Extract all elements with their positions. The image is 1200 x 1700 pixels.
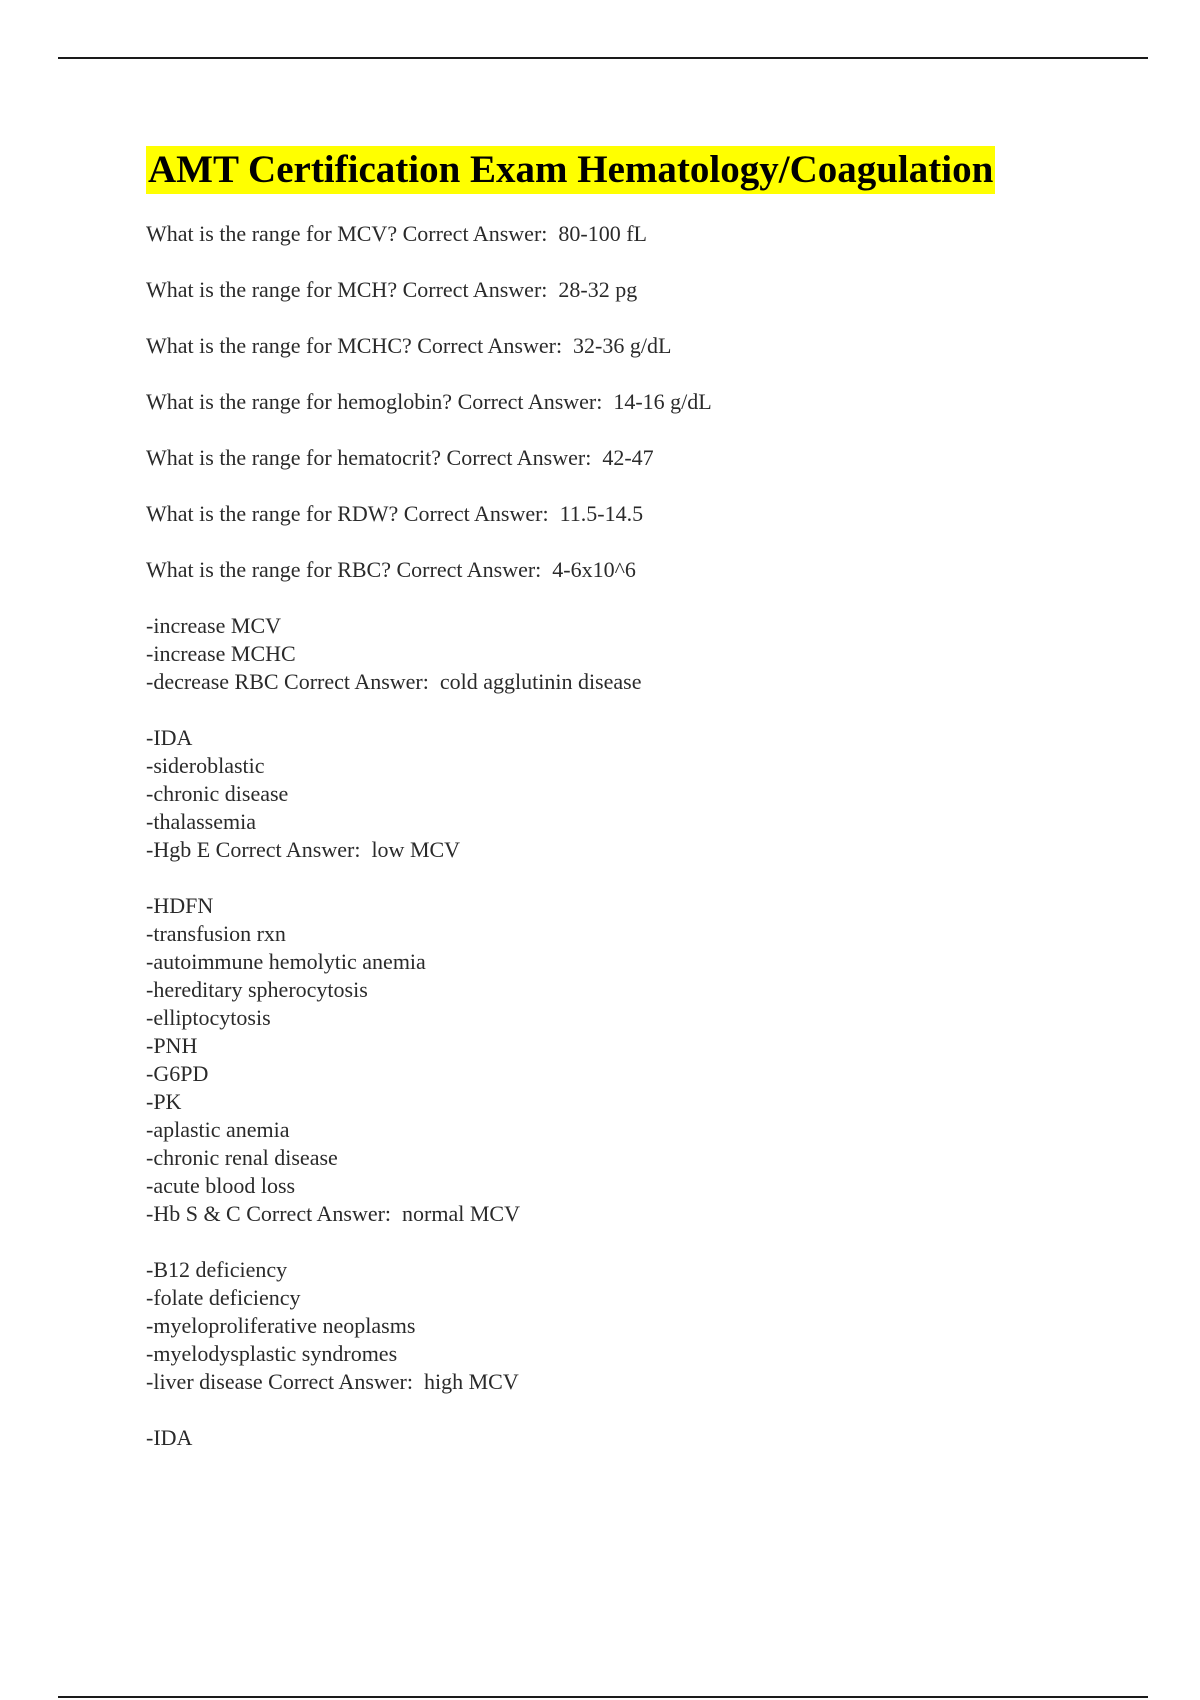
text-line: -IDA xyxy=(146,1425,193,1450)
qa-block xyxy=(146,1424,1146,1452)
qa-block xyxy=(146,220,1146,248)
text-line: -myeloproliferative neoplasms xyxy=(146,1313,416,1338)
text-line: -Hb S & C Correct Answer: normal MCV xyxy=(146,1201,520,1226)
qa-block xyxy=(146,1256,1146,1396)
text-line: What is the range for MCH? Correct Answer: 28-32 pg xyxy=(146,277,638,302)
text-line: -sideroblastic xyxy=(146,753,265,778)
text-line: -B12 deficiency xyxy=(146,1257,288,1282)
document-body xyxy=(146,220,1146,1480)
qa-block xyxy=(146,388,1146,416)
text-line: -PNH xyxy=(146,1033,198,1058)
text-line: -thalassemia xyxy=(146,809,256,834)
footer-rule xyxy=(58,1696,1148,1698)
text-line: -acute blood loss xyxy=(146,1173,296,1198)
text-line: -liver disease Correct Answer: high MCV xyxy=(146,1369,519,1394)
text-line: -hereditary spherocytosis xyxy=(146,977,368,1002)
text-line: What is the range for hemoglobin? Correct Answer: 14-16 g/dL xyxy=(146,389,712,414)
text-line: -folate deficiency xyxy=(146,1285,301,1310)
text-line: -autoimmune hemolytic anemia xyxy=(146,949,426,974)
qa-block xyxy=(146,500,1146,528)
text-line: -increase MCHC xyxy=(146,641,296,666)
text-line: -increase MCV xyxy=(146,613,282,638)
qa-block xyxy=(146,556,1146,584)
text-line: -chronic renal disease xyxy=(146,1145,338,1170)
text-line: What is the range for RDW? Correct Answer: 11.5-14.5 xyxy=(146,501,644,526)
qa-block xyxy=(146,724,1146,864)
text-line: What is the range for hematocrit? Correct Answer: 42-47 xyxy=(146,445,654,470)
text-line: -G6PD xyxy=(146,1061,209,1086)
text-line: -HDFN xyxy=(146,893,214,918)
qa-block xyxy=(146,612,1146,696)
text-line: -chronic disease xyxy=(146,781,289,806)
text-line: -decrease RBC Correct Answer: cold agglutinin disease xyxy=(146,669,642,694)
text-line: -Hgb E Correct Answer: low MCV xyxy=(146,837,461,862)
text-line: What is the range for MCV? Correct Answer: 80-100 fL xyxy=(146,221,647,246)
document-title: AMT Certification Exam Hematology/Coagulation xyxy=(146,146,995,194)
qa-block xyxy=(146,892,1146,1228)
qa-block xyxy=(146,276,1146,304)
text-line: -PK xyxy=(146,1089,182,1114)
text-line: -transfusion rxn xyxy=(146,921,286,946)
text-line: -IDA xyxy=(146,725,193,750)
header-rule xyxy=(58,57,1148,59)
text-line: What is the range for RBC? Correct Answer: 4-6x10^6 xyxy=(146,557,636,582)
text-line: What is the range for MCHC? Correct Answer: 32-36 g/dL xyxy=(146,333,672,358)
qa-block xyxy=(146,332,1146,360)
text-line: -myelodysplastic syndromes xyxy=(146,1341,398,1366)
qa-block xyxy=(146,444,1146,472)
text-line: -elliptocytosis xyxy=(146,1005,271,1030)
text-line: -aplastic anemia xyxy=(146,1117,290,1142)
